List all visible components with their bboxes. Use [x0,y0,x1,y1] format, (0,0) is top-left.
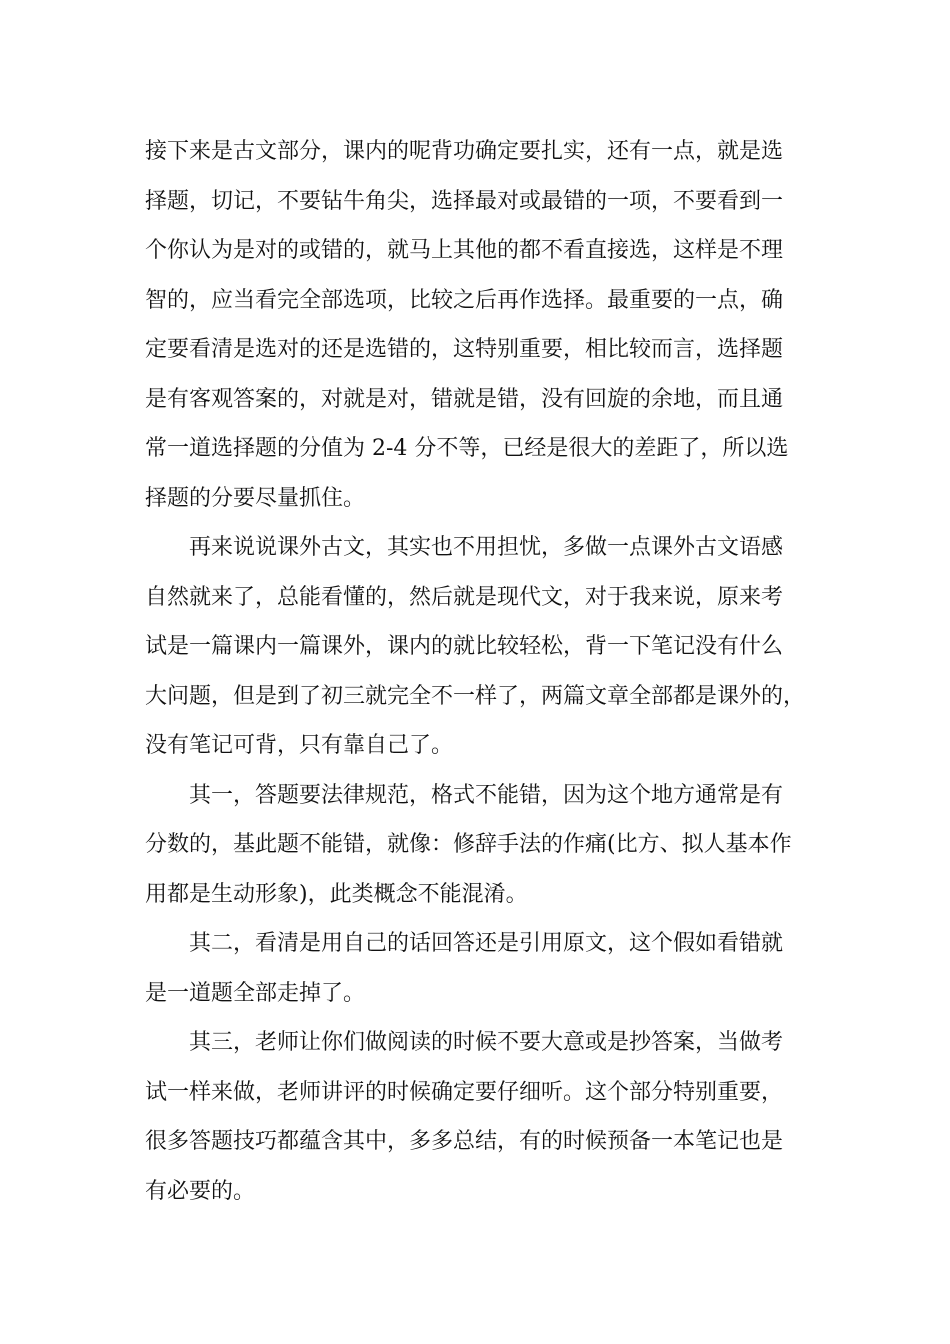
text-line: 个你认为是对的或错的，就马上其他的都不看直接选，这样是不理 [145,238,784,263]
text-line: 有必要的。 [145,1178,256,1204]
text-line: 接下来是古文部分，课内的呢背功确定要扎实，还有一点，就是选 [145,139,784,164]
text-line: 分数的，基此题不能错，就像：修辞手法的作痛(比方、拟人基本作 [145,832,792,857]
text-line: 大问题，但是到了初三就完全不一样了，两篇文章全部都是课外的， [145,683,806,709]
text-line: 用都是生动形象)，此类概念不能混淆。 [145,881,528,907]
paragraph-point-three [145,1018,825,1216]
text-line: 试一样来做，老师讲评的时候确定要仔细听。这个部分特别重要， [145,1079,784,1105]
text-line: 其二，看清是用自己的话回答还是引用原文，这个假如看错就 [145,931,784,956]
text-line: 试是一篇课内一篇课外，课内的就比较轻松，背一下笔记没有什么 [145,634,784,659]
paragraph-classical-chinese [145,127,825,523]
text-line: 是有客观答案的，对就是对，错就是错，没有回旋的余地，而且通 [145,386,784,412]
document-body [145,127,825,1216]
paragraph-point-two [145,919,825,1018]
text-line: 定要看清是选对的还是选错的，这特别重要，相比较而言，选择题 [145,337,784,362]
paragraph-extracurricular-reading [145,523,825,771]
text-line: 其一，答题要法律规范，格式不能错，因为这个地方通常是有 [145,782,784,808]
text-line: 是一道题全部走掉了。 [145,980,366,1006]
text-line: 常一道选择题的分值为 2-4 分不等，已经是很大的差距了，所以选 [145,436,789,461]
text-line: 择题，切记，不要钻牛角尖，选择最对或最错的一项，不要看到一 [145,188,784,214]
text-line: 很多答题技巧都蕴含其中，多多总结，有的时候预备一本笔记也是 [145,1129,784,1154]
text-line: 择题的分要尽量抓住。 [145,485,366,511]
text-line: 其三，老师让你们做阅读的时候不要大意或是抄答案，当做考 [145,1030,784,1055]
paragraph-point-one [145,771,825,920]
text-line: 没有笔记可背，只有靠自己了。 [145,733,454,758]
text-line: 自然就来了，总能看懂的，然后就是现代文，对于我来说，原来考 [145,584,784,610]
text-line: 智的，应当看完全部选项，比较之后再作选择。最重要的一点，确 [145,287,784,313]
text-line: 再来说说课外古文，其实也不用担忧，多做一点课外古文语感 [145,535,784,560]
